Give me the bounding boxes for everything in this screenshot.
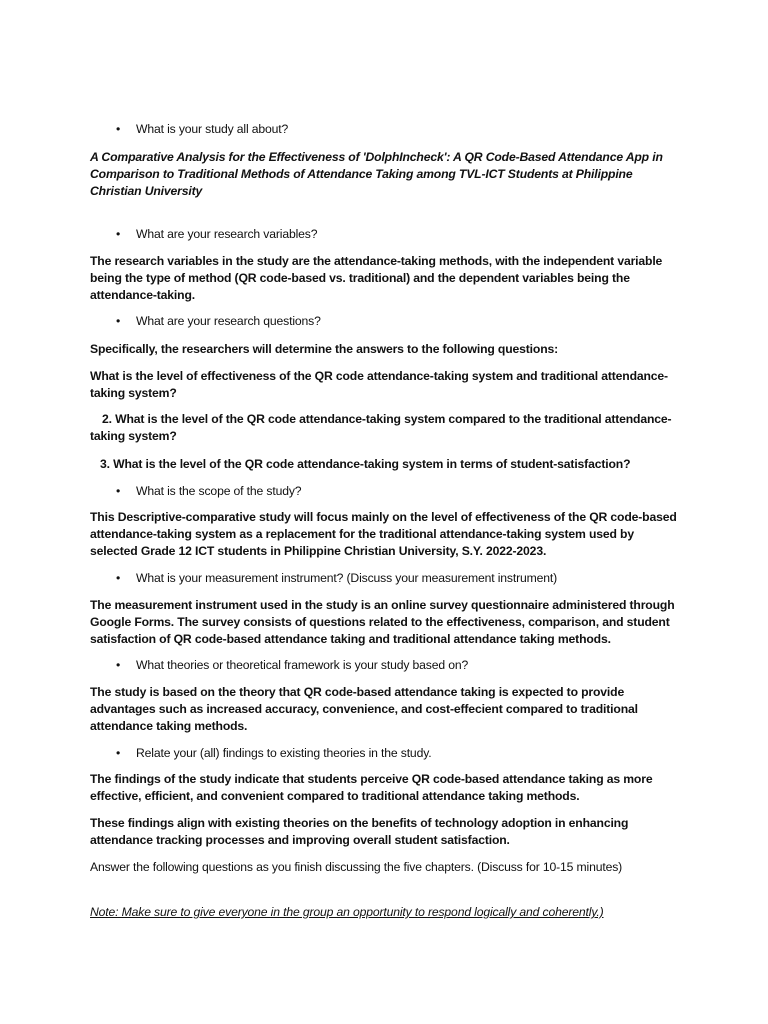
question-research-questions: What are your research questions? [136,314,321,328]
question-study-about: What is your study all about? [136,122,289,136]
bullet-dot: • [116,571,121,585]
bullet-dot: • [116,122,121,136]
answer-theories: The study is based on the theory that QR code-based attendance taking is expected to provide advantages such as increased accuracy, convenience, and cost-effecient compared to traditional attendance taking methods. [90,685,638,733]
bullet-dot: • [116,227,121,241]
question-instrument: What is your measurement instrument? (Discuss your measurement instrument) [136,571,558,585]
question-variables: What are your research variables? [136,227,318,241]
question-theories: What theories or theoretical framework is your study based on? [136,658,469,672]
bullet-dot: • [116,746,121,760]
answer-scope: This Descriptive-comparative study will focus mainly on the level of effectiveness of the QR code-based attendance-taking system as a replacement for the traditional attendance-taking system used by selected Grade 12 ICT students in Philippine Christian University, S.Y. 2022-2023. [90,510,677,558]
bullet-dot: • [116,314,121,328]
research-question-1: What is the level of effectiveness of the QR code attendance-taking system and traditional attendance-taking system? [90,369,668,400]
answer-instrument: The measurement instrument used in the study is an online survey questionnaire administered through Google Forms. The survey consists of questions related to the effectiveness, comparison, and student satisfaction of QR code-based attendance taking and traditional attendance taking methods. [90,598,675,646]
bullet-dot: • [116,658,121,672]
answer-relate-2: These findings align with existing theories on the benefits of technology adoption in enhancing attendance tracking processes and improving overall student satisfaction. [90,816,629,847]
question-scope: What is the scope of the study? [136,484,302,498]
note-text: Note: Make sure to give everyone in the group an opportunity to respond logically and coherently.) [90,905,604,919]
bullet-dot: • [116,484,121,498]
answer-relate-1: The findings of the study indicate that students perceive QR code-based attendance taking as more effective, efficient, and convenient compared to traditional attendance taking methods. [90,772,653,803]
research-questions-intro: Specifically, the researchers will determine the answers to the following questions: [90,342,559,356]
answer-variables: The research variables in the study are the attendance-taking methods, with the independent variable being the type of method (QR code-based vs. traditional) and the dependent variables being the attendance-taking. [90,254,663,302]
research-question-3: 3. What is the level of the QR code attendance-taking system in terms of student-satisfaction? [100,457,631,471]
research-question-2: 2. What is the level of the QR code attendance-taking system compared to the traditional attendance-taking system? [90,412,672,443]
instruction-text: Answer the following questions as you finish discussing the five chapters. (Discuss for 10-15 minutes) [90,860,623,874]
study-title: A Comparative Analysis for the Effectiveness of 'DolphIncheck': A QR Code-Based Attendance App in Comparison to Traditional Methods of Attendance Taking among TVL-ICT Students at Philippine Christian University [90,150,663,198]
question-relate: Relate your (all) findings to existing theories in the study. [136,746,432,760]
